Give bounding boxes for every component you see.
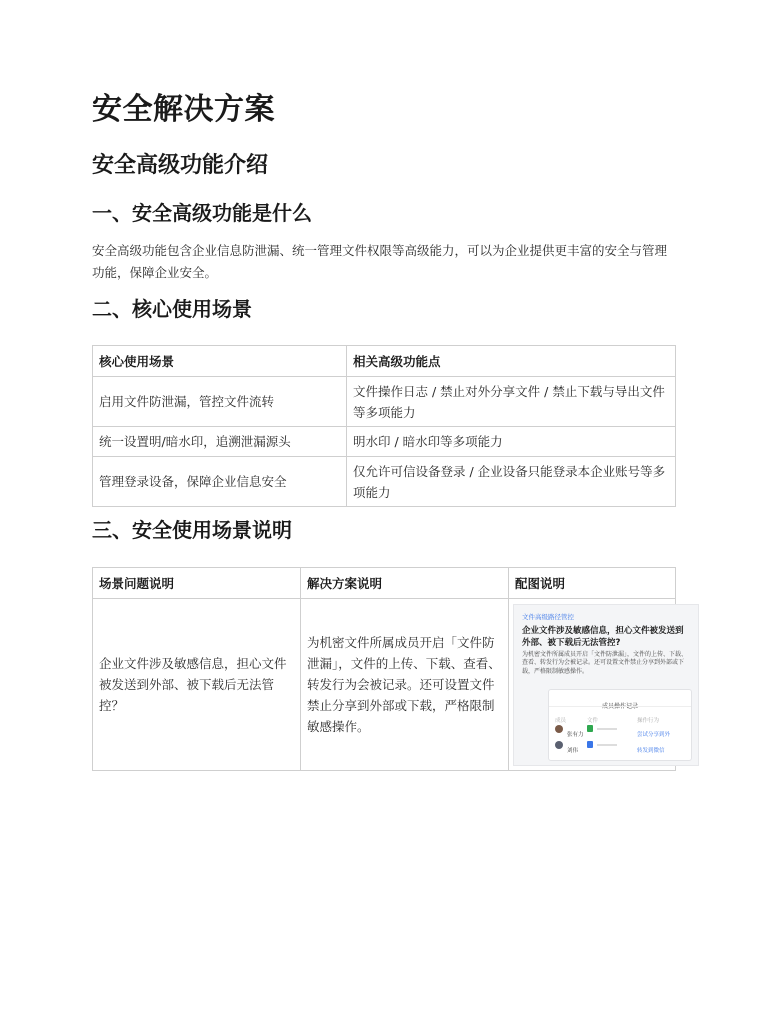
- table-header: 核心使用场景: [93, 346, 347, 377]
- figure-desc: 为机密文件所属成员开启「文件防泄漏」，文件的上传、下载、查看、转发行为会被记录。还可设置文件禁止分享到外部或下载，严格限制敏感操作。: [522, 650, 688, 675]
- table-row: [93, 377, 676, 427]
- avatar: [555, 725, 563, 733]
- figure-cell: [509, 599, 688, 771]
- table-row: [93, 427, 676, 457]
- list-item: [549, 740, 691, 752]
- divider: [549, 706, 691, 707]
- section3-heading: 三、安全使用场景说明: [92, 518, 292, 542]
- column-label: 文件: [587, 717, 599, 724]
- table-header: 相关高级功能点: [347, 346, 676, 377]
- file-name-placeholder: [597, 744, 617, 746]
- file-icon: [587, 741, 593, 748]
- page-subtitle: 安全高级功能介绍: [92, 153, 269, 178]
- table-cell: 文件操作日志 / 禁止对外分享文件 / 禁止下载与导出文件等多项能力: [347, 377, 676, 427]
- table-header: 配图说明: [509, 568, 676, 599]
- solution-cell: 为机密文件所属成员开启「文件防泄漏」，文件的上传、下载、查看、转发行为会被记录。还可设置文件禁止分享到外部或下载，严格限制敏感操作。: [301, 599, 509, 771]
- file-icon: [587, 725, 593, 732]
- table-header: 场景问题说明: [93, 568, 301, 599]
- figure-record-card: [548, 689, 692, 761]
- file-name-placeholder: [597, 728, 617, 730]
- section2-heading: 二、核心使用场景: [92, 297, 252, 321]
- action-text: 转发到微信: [637, 747, 665, 754]
- action-text: 尝试分享到外: [637, 731, 671, 738]
- avatar: [555, 741, 563, 749]
- table-cell: 管理登录设备，保障企业信息安全: [93, 457, 347, 507]
- column-label: 成员: [555, 717, 567, 724]
- table-row: [93, 599, 676, 771]
- table-row: [93, 457, 676, 507]
- scenario-explain-table: [92, 567, 688, 771]
- member-name: 刘伟: [567, 747, 579, 754]
- problem-cell: 企业文件涉及敏感信息，担心文件被发送到外部、被下载后无法管控？: [93, 599, 301, 771]
- table-cell: 明水印 / 暗水印等多项能力: [347, 427, 676, 457]
- table-header: 解决方案说明: [301, 568, 509, 599]
- list-item: [549, 724, 691, 736]
- page-title: 安全解决方案: [92, 92, 275, 127]
- figure-screenshot: [513, 604, 699, 766]
- section1-body: 安全高级功能包含企业信息防泄漏、统一管理文件权限等高级能力，可以为企业提供更丰富的安全与管理功能，保障企业安全。: [92, 243, 668, 280]
- table-cell: 启用文件防泄漏，管控文件流转: [93, 377, 347, 427]
- figure-header: 文件高级路径管控: [522, 612, 574, 621]
- table-cell: 统一设置明/暗水印，追溯泄漏源头: [93, 427, 347, 457]
- member-name: 张有力: [567, 731, 584, 738]
- core-scenarios-table: [92, 345, 676, 507]
- figure-title: 企业文件涉及敏感信息，担心文件被发送到外部、被下载后无法管控?: [522, 625, 684, 648]
- table-cell: 仅允许可信设备登录 / 企业设备只能登录本企业账号等多项能力: [347, 457, 676, 507]
- figure-card-title: 成员操作记录: [601, 702, 638, 710]
- column-label: 操作行为: [637, 717, 660, 724]
- section1-heading: 一、安全高级功能是什么: [92, 201, 312, 225]
